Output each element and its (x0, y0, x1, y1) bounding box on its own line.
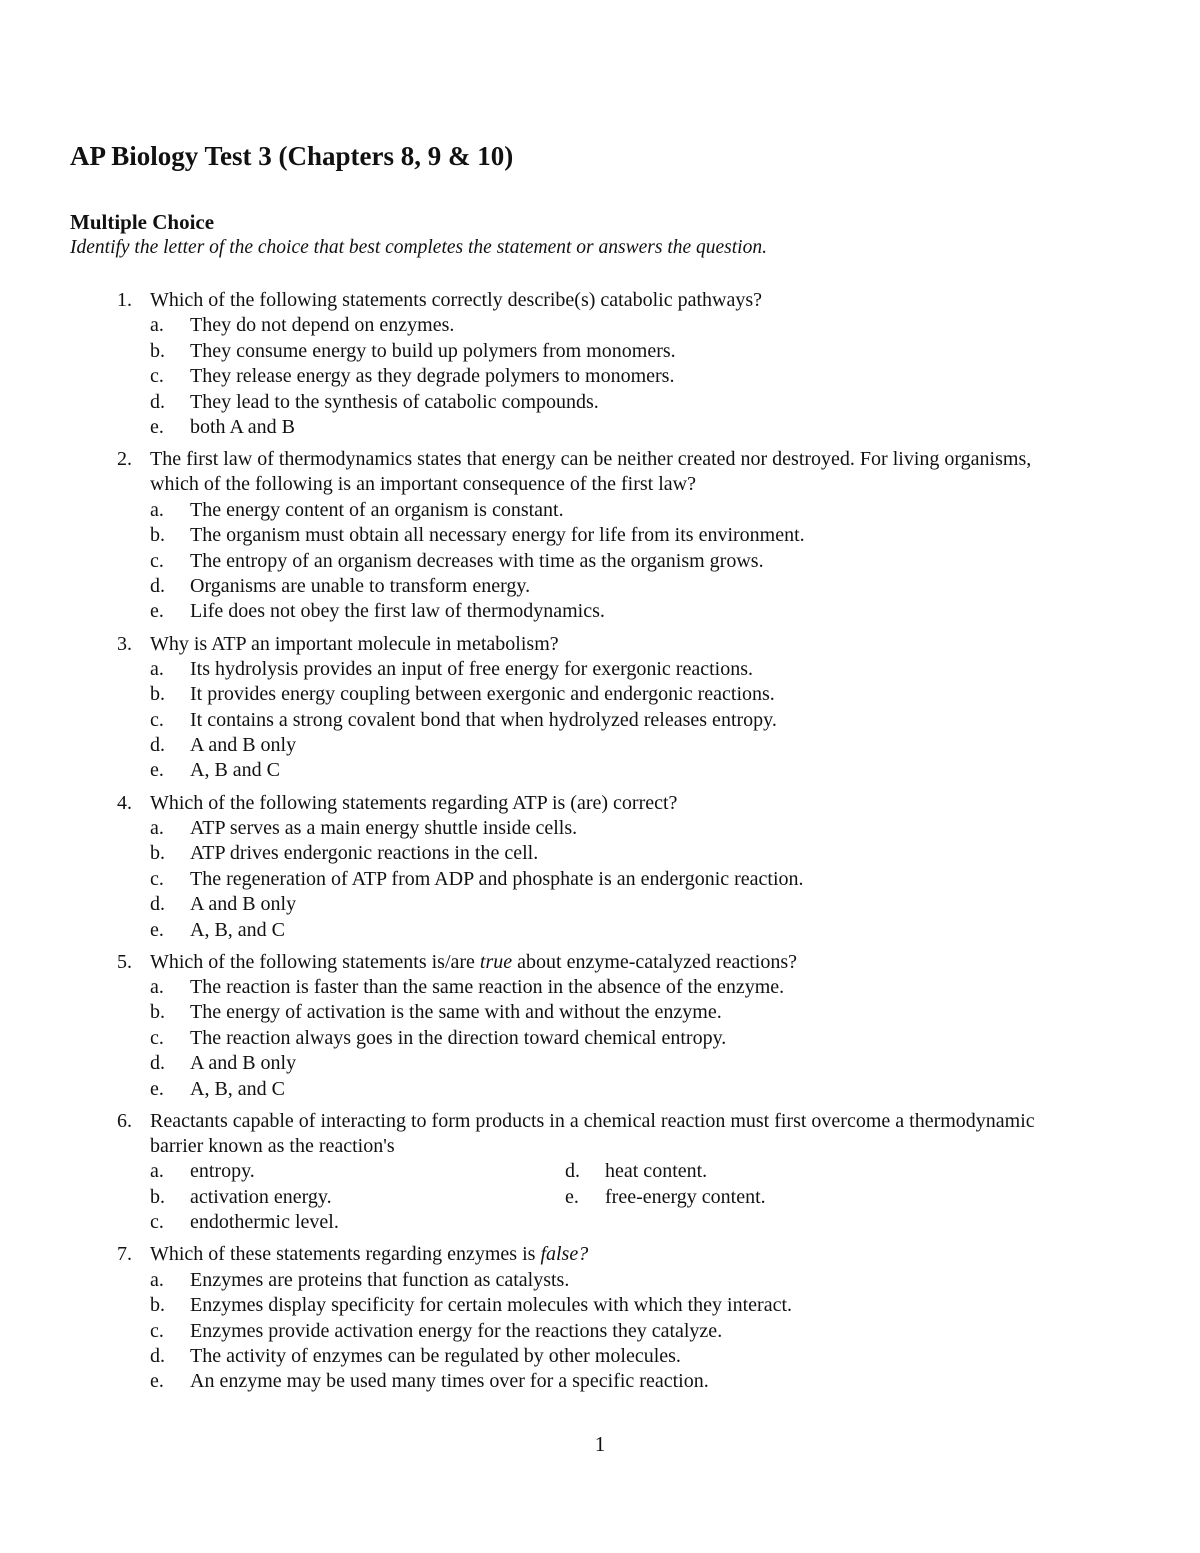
option-c: c. The entropy of an organism decreases with time as the organism grows. (150, 549, 764, 572)
option-d: d. The activity of enzymes can be regulated by other molecules. (150, 1344, 681, 1367)
option-b: b. ATP drives endergonic reactions in the cell. (150, 842, 539, 865)
question-4 (0, 791, 1200, 943)
option-e: e. A, B and C (150, 759, 280, 782)
option-b: b. The energy of activation is the same with and without the enzyme. (150, 1001, 722, 1024)
option-d: d. Organisms are unable to transform energy. (150, 575, 531, 598)
question-number: 3. (117, 632, 132, 655)
page-title: AP Biology Test 3 (Chapters 8, 9 & 10) (70, 141, 514, 171)
option-c: c. It contains a strong covalent bond that when hydrolyzed releases entropy. (150, 708, 777, 731)
option-d: d. A and B only (150, 893, 297, 916)
option-d: d. heat content. (565, 1160, 708, 1183)
section-heading: Multiple Choice (70, 210, 215, 234)
question-3 (0, 632, 1200, 784)
option-c: c. endothermic level. (150, 1211, 339, 1234)
option-d: d. A and B only (150, 1052, 297, 1075)
option-a: a. The energy content of an organism is constant. (150, 498, 564, 521)
question-number: 7. (117, 1243, 132, 1266)
option-d: d. A and B only (150, 734, 297, 757)
option-c: c. They release energy as they degrade polymers to monomers. (150, 365, 675, 388)
option-e: e. Life does not obey the first law of thermodynamics. (150, 600, 605, 623)
question-number: 6. (117, 1109, 132, 1132)
option-a: a. The reaction is faster than the same reaction in the absence of the enzyme. (150, 976, 785, 998)
option-a: a. entropy. (150, 1160, 255, 1183)
option-b: b. It provides energy coupling between exergonic and endergonic reactions. (150, 683, 775, 706)
question-list (0, 288, 1200, 1401)
option-e: e. both A and B (150, 415, 296, 438)
question-stem: Which of the following statements is/are true about enzyme-catalyzed reactions? (150, 950, 797, 973)
question-stem: Which of the following statements correctly describe(s) catabolic pathways? (150, 289, 762, 311)
section-instructions: Identify the letter of the choice that best completes the statement or answers the question. (70, 237, 767, 258)
question-number: 2. (117, 448, 132, 471)
question-6 (0, 1109, 1200, 1236)
option-a: a. Enzymes are proteins that function as catalysts. (150, 1268, 570, 1291)
question-stem: The first law of thermodynamics states that energy can be neither created nor destroyed. For living organisms, which of the following is an important consequence of the first law? (150, 448, 1032, 496)
question-number: 1. (117, 289, 132, 311)
option-b: b. Enzymes display specificity for certain molecules with which they interact. (150, 1294, 793, 1317)
question-stem: Reactants capable of interacting to form products in a chemical reaction must first overcome a thermodynamic barrier known as the reaction's (150, 1109, 1035, 1158)
option-b: b. The organism must obtain all necessary energy for life from its environment. (150, 524, 805, 547)
question-2 (0, 447, 1200, 625)
emphasis: true (479, 950, 513, 973)
question-7 (0, 1242, 1200, 1394)
option-e: e. free-energy content. (565, 1185, 766, 1208)
option-e: e. A, B, and C (150, 1077, 285, 1100)
option-c: c. Enzymes provide activation energy for the reactions they catalyze. (150, 1319, 723, 1342)
option-e: e. An enzyme may be used many times over for a specific reaction. (150, 1370, 709, 1393)
emphasis: false? (540, 1243, 589, 1266)
option-grid (0, 1159, 1200, 1235)
option-d: d. They lead to the synthesis of catabolic compounds. (150, 390, 599, 413)
option-e: e. A, B, and C (150, 918, 285, 941)
option-c: c. The reaction always goes in the direction toward chemical entropy. (150, 1026, 727, 1049)
question-stem: Which of the following statements regarding ATP is (are) correct? (150, 791, 678, 814)
question-number: 4. (117, 791, 132, 814)
option-b: b. They consume energy to build up polymers from monomers. (150, 339, 676, 362)
option-b: b. activation energy. (150, 1185, 332, 1208)
question-5 (0, 950, 1200, 1102)
question-1 (0, 288, 1200, 440)
option-a: a. ATP serves as a main energy shuttle inside cells. (150, 816, 578, 839)
question-number: 5. (117, 950, 132, 973)
question-stem: Which of these statements regarding enzymes is false? (150, 1243, 589, 1266)
option-a: a. They do not depend on enzymes. (150, 314, 455, 337)
option-a: a. Its hydrolysis provides an input of free energy for exergonic reactions. (150, 657, 753, 680)
page-number: 1 (594, 1432, 606, 1456)
question-stem: Why is ATP an important molecule in metabolism? (150, 632, 559, 655)
option-c: c. The regeneration of ATP from ADP and phosphate is an endergonic reaction. (150, 867, 804, 890)
